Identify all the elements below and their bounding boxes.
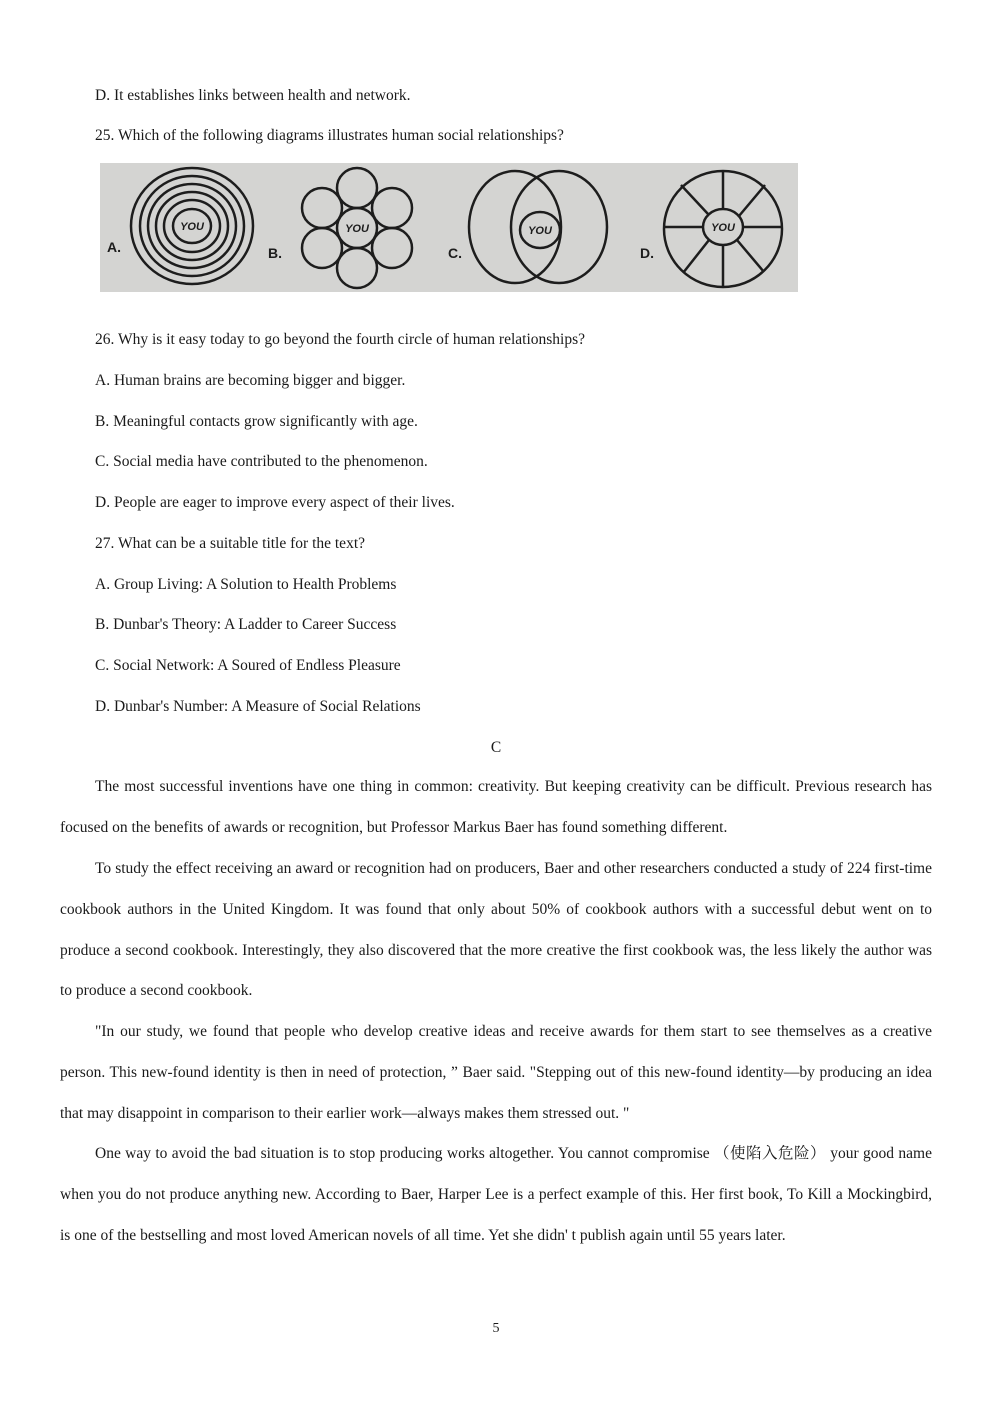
diagram-label-a: A.: [107, 239, 121, 255]
diagram-label-c: C.: [448, 245, 462, 261]
q26-question: 26. Why is it easy today to go beyond the fourth circle of human relationships?: [95, 331, 586, 348]
q25-diagram-svg: [100, 163, 798, 292]
diagram-b-you-label: YOU: [345, 223, 369, 235]
diagram-a-you-label: YOU: [180, 221, 204, 233]
q26-option-b: B. Meaningful contacts grow significantly with age.: [95, 413, 418, 430]
q27-option-d: D. Dunbar's Number: A Measure of Social Relations: [95, 698, 421, 715]
q27-option-c: C. Social Network: A Soured of Endless Pleasure: [95, 657, 401, 674]
page-number: 5: [492, 1321, 500, 1336]
q26-option-d: D. People are eager to improve every aspect of their lives.: [95, 494, 455, 511]
section-c-paragraph-2: To study the effect receiving an award or recognition had on producers, Baer and other researchers conducted a study of 224 first-time cookbook authors in the United Kingdom. It was found that only about 50% of cookbook authors with a successful debut went on to produce a second cookbook. Interestingly, they also discovered that the more creative the first cookbook was, the less likely the author was to produce a second cookbook.: [60, 860, 932, 1000]
q27-option-a: A. Group Living: A Solution to Health Problems: [95, 576, 397, 593]
q24-option-d: D. It establishes links between health and network.: [95, 87, 411, 104]
diagram-label-b: B.: [268, 245, 282, 261]
q25-diagram-figure: [100, 163, 798, 292]
section-c-paragraph-3: "In our study, we found that people who develop creative ideas and receive awards for them start to see themselves as a creative person. This new-found identity is then in need of protection, ” Baer said. "Stepping out of this new-found identity—by producing an idea that may disappoint in comparison to their earlier work—always makes them stressed out. ": [60, 1023, 932, 1122]
diagram-d-you-label: YOU: [711, 222, 735, 234]
section-c-paragraph-4: One way to avoid the bad situation is to stop producing works altogether. You cannot compromise （使陷入危险） your good name when you do not produce anything new. According to Baer, Harper Lee is a perfect example of this. Her first book, To Kill a Mockingbird, is one of the bestselling and most loved American novels of all time. Yet she didn' t publish again until 55 years later.: [60, 1145, 932, 1244]
q25-question: 25. Which of the following diagrams illustrates human social relationships?: [95, 127, 564, 144]
section-c-paragraph-1: The most successful inventions have one thing in common: creativity. But keeping creativity can be difficult. Previous research has focused on the benefits of awards or recognition, but Professor Markus Baer has found something different.: [60, 778, 932, 836]
section-c-heading: C: [490, 739, 502, 756]
diagram-label-d: D.: [640, 245, 654, 261]
q26-option-c: C. Social media have contributed to the phenomenon.: [95, 453, 428, 470]
q26-option-a: A. Human brains are becoming bigger and bigger.: [95, 372, 406, 389]
diagram-c-you-label: YOU: [528, 225, 552, 237]
q27-option-b: B. Dunbar's Theory: A Ladder to Career Success: [95, 616, 397, 633]
q27-question: 27. What can be a suitable title for the text?: [95, 535, 366, 552]
